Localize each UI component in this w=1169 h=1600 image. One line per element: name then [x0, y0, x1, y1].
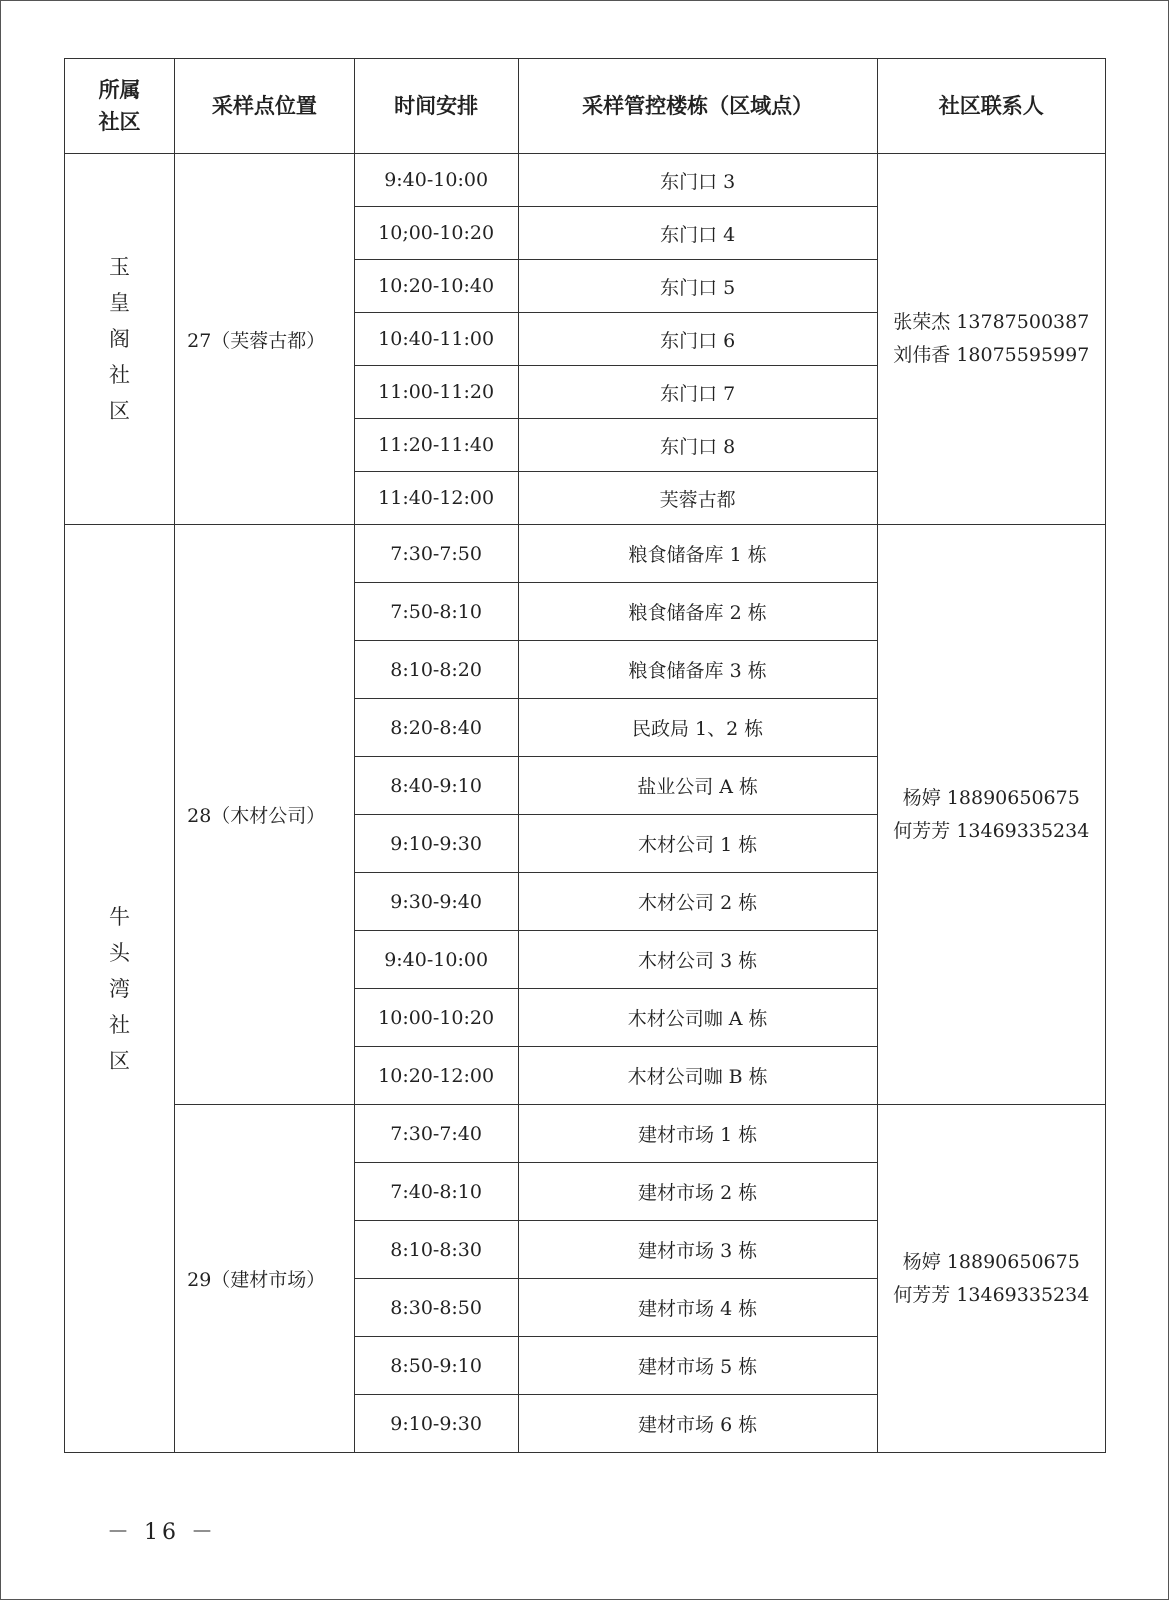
time-slot-cell: 10:20-12:00 [354, 1047, 518, 1105]
table-row [65, 1105, 1106, 1163]
contact-line: 刘伟香 18075595997 [893, 344, 1090, 366]
time-slot-cell: 10:20-10:40 [354, 260, 518, 313]
community-name: 玉皇阁社区 [109, 255, 131, 423]
site-location-cell: 29（建材市场） [175, 1105, 354, 1453]
building-area-cell: 木材公司咖 B 栋 [518, 1047, 877, 1105]
header-community: 所属社区 [65, 59, 175, 154]
building-area-cell: 木材公司咖 A 栋 [518, 989, 877, 1047]
time-slot-cell: 7:30-7:40 [354, 1105, 518, 1163]
building-area-cell: 东门口 6 [518, 313, 877, 366]
time-slot-cell: 8:50-9:10 [354, 1337, 518, 1395]
table-row [65, 525, 1106, 583]
time-slot-cell: 7:50-8:10 [354, 583, 518, 641]
building-area-cell: 东门口 4 [518, 207, 877, 260]
community-cell [65, 154, 175, 525]
header-time: 时间安排 [354, 59, 518, 154]
building-area-cell: 建材市场 2 栋 [518, 1163, 877, 1221]
building-area-cell: 建材市场 3 栋 [518, 1221, 877, 1279]
time-slot-cell: 9:40-10:00 [354, 154, 518, 207]
page-number: － 16 － [107, 1520, 217, 1545]
building-area-cell: 建材市场 5 栋 [518, 1337, 877, 1395]
site-location-cell: 27（芙蓉古都） [175, 154, 354, 525]
building-area-cell: 民政局 1、2 栋 [518, 699, 877, 757]
building-area-cell: 木材公司 2 栋 [518, 873, 877, 931]
table-body [65, 154, 1106, 1453]
building-area-cell: 东门口 8 [518, 419, 877, 472]
time-slot-cell: 8:20-8:40 [354, 699, 518, 757]
time-slot-cell: 10:40-11:00 [354, 313, 518, 366]
header-row [65, 59, 1106, 154]
time-slot-cell: 7:30-7:50 [354, 525, 518, 583]
building-area-cell: 东门口 3 [518, 154, 877, 207]
time-slot-cell: 8:30-8:50 [354, 1279, 518, 1337]
time-slot-cell: 11:20-11:40 [354, 419, 518, 472]
time-slot-cell: 7:40-8:10 [354, 1163, 518, 1221]
community-cell [65, 525, 175, 1453]
contact-line: 张荣杰 13787500387 [893, 311, 1090, 333]
time-slot-cell: 10:00-10:20 [354, 989, 518, 1047]
time-slot-cell: 9:40-10:00 [354, 931, 518, 989]
building-area-cell: 东门口 5 [518, 260, 877, 313]
time-slot-cell: 8:40-9:10 [354, 757, 518, 815]
building-area-cell: 建材市场 1 栋 [518, 1105, 877, 1163]
contact-cell [877, 154, 1105, 525]
table-row [65, 154, 1106, 207]
contact-line: 何芳芳 13469335234 [893, 819, 1090, 842]
header-site: 采样点位置 [175, 59, 354, 154]
building-area-cell: 粮食储备库 1 栋 [518, 525, 877, 583]
time-slot-cell: 8:10-8:30 [354, 1221, 518, 1279]
building-area-cell: 芙蓉古都 [518, 472, 877, 525]
time-slot-cell: 8:10-8:20 [354, 641, 518, 699]
building-area-cell: 粮食储备库 2 栋 [518, 583, 877, 641]
community-name: 牛头湾社区 [109, 904, 131, 1073]
building-area-cell: 盐业公司 A 栋 [518, 757, 877, 815]
time-slot-cell: 9:10-9:30 [354, 815, 518, 873]
building-area-cell: 建材市场 4 栋 [518, 1279, 877, 1337]
contact-cell [877, 525, 1105, 1105]
building-area-cell: 粮食储备库 3 栋 [518, 641, 877, 699]
time-slot-cell: 10;00-10:20 [354, 207, 518, 260]
site-location-cell: 28（木材公司） [175, 525, 354, 1105]
building-area-cell: 木材公司 3 栋 [518, 931, 877, 989]
building-area-cell: 东门口 7 [518, 366, 877, 419]
time-slot-cell: 9:10-9:30 [354, 1395, 518, 1453]
time-slot-cell: 11:40-12:00 [354, 472, 518, 525]
header-area: 采样管控楼栋（区域点） [518, 59, 877, 154]
building-area-cell: 木材公司 1 栋 [518, 815, 877, 873]
building-area-cell: 建材市场 6 栋 [518, 1395, 877, 1453]
time-slot-cell: 11:00-11:20 [354, 366, 518, 419]
contact-line: 何芳芳 13469335234 [893, 1283, 1090, 1306]
contact-cell [877, 1105, 1105, 1453]
time-slot-cell: 9:30-9:40 [354, 873, 518, 931]
header-contact: 社区联系人 [877, 59, 1105, 154]
sampling-schedule-table [64, 58, 1106, 1453]
contact-line: 杨婷 18890650675 [902, 1250, 1080, 1273]
contact-line: 杨婷 18890650675 [902, 786, 1080, 809]
